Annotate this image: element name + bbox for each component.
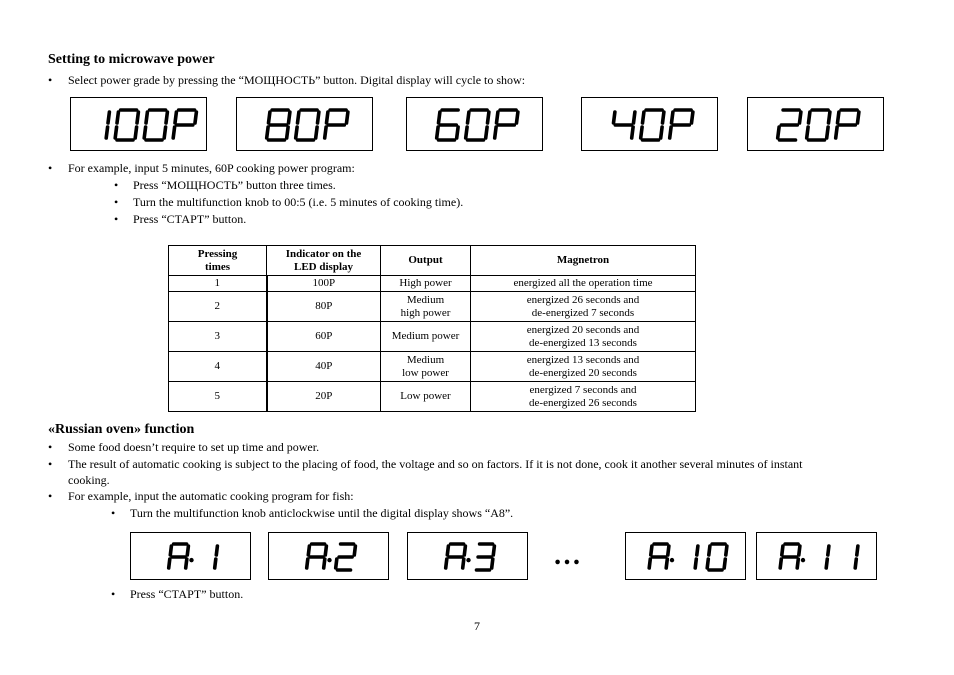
lcd-segment xyxy=(325,127,326,138)
lcd-display xyxy=(407,532,528,580)
bullet: • xyxy=(48,457,53,471)
lcd-segment xyxy=(726,546,727,555)
bullet: • xyxy=(111,506,116,520)
cell-magnetron: energized 26 seconds and de-energized 7 seconds xyxy=(471,292,696,322)
cell-magnetron: energized 7 seconds and de-energized 26 seconds xyxy=(471,382,696,412)
lcd-segment xyxy=(466,127,467,138)
lcd-segment xyxy=(175,112,176,123)
lcd-segment xyxy=(115,127,116,138)
lcd-segment xyxy=(463,559,464,568)
section-heading-russian-oven: «Russian oven» function xyxy=(48,422,195,437)
lcd-segment xyxy=(632,127,633,138)
bullet: • xyxy=(114,212,119,226)
cell-output: Medium low power xyxy=(381,352,471,382)
lcd-display xyxy=(236,97,373,151)
lcd-segment xyxy=(695,559,696,568)
cell-indicator: 20P xyxy=(267,382,381,412)
lcd-segment xyxy=(493,546,494,555)
header-indicator: Indicator on the LED display xyxy=(267,246,381,276)
lcd-segment xyxy=(318,112,319,123)
lcd-segment xyxy=(117,112,118,123)
lcd-segment xyxy=(289,112,290,123)
bullet: • xyxy=(48,489,53,503)
lcd-segment xyxy=(287,127,288,138)
lcd-digits xyxy=(237,98,374,152)
step-1: Press “МОЩНОСТЬ” button three times. xyxy=(133,178,336,192)
lcd-segment xyxy=(187,546,188,555)
lcd-segment xyxy=(488,112,489,123)
lcd-segment xyxy=(137,112,138,123)
table-row xyxy=(169,276,696,292)
lcd-dot xyxy=(670,558,674,562)
table-row xyxy=(169,322,696,352)
lcd-segment xyxy=(709,546,710,555)
fish-step: Turn the multifunction knob anticlockwise until the digital display shows “A8”. xyxy=(130,506,514,520)
lcd-segment xyxy=(446,559,447,568)
header-magnetron: Magnetron xyxy=(471,246,696,276)
table-row xyxy=(169,352,696,382)
step-2: Turn the multifunction knob to 00:5 (i.e. 5 minutes of cooking time). xyxy=(133,195,464,209)
cell-output: Low power xyxy=(381,382,471,412)
lcd-segment xyxy=(354,546,355,555)
cell-output: Medium power xyxy=(381,322,471,352)
lcd-segment xyxy=(800,112,801,123)
lcd-segment xyxy=(724,559,725,568)
cell-indicator: 60P xyxy=(267,322,381,352)
lcd-digits xyxy=(407,98,544,152)
lcd-segment xyxy=(269,112,270,123)
lcd-segment xyxy=(836,127,837,138)
russian-oven-text-3: For example, input the automatic cooking program for fish: xyxy=(68,489,354,503)
lcd-segment xyxy=(492,559,493,568)
lcd-segment xyxy=(670,127,671,138)
lcd-segment xyxy=(166,112,167,123)
lcd-segment xyxy=(307,559,308,568)
lcd-segment xyxy=(692,112,693,123)
lcd-segment xyxy=(170,546,171,555)
final-step: Press “СТАРТ” button. xyxy=(130,587,244,601)
page-number: 7 xyxy=(474,619,480,633)
lcd-digits xyxy=(626,533,747,581)
table-row xyxy=(169,292,696,322)
lcd-segment xyxy=(799,546,800,555)
lcd-display xyxy=(406,97,543,151)
russian-oven-text-1: Some food doesn’t require to set up time and power. xyxy=(68,440,320,454)
lcd-segment xyxy=(828,546,829,555)
lcd-dot xyxy=(466,558,470,562)
russian-oven-text-2-cont: cooking. xyxy=(68,473,110,487)
lcd-segment xyxy=(169,559,170,568)
cell-magnetron: energized all the operation time xyxy=(471,276,696,292)
table-header-row xyxy=(169,246,696,276)
lcd-digits xyxy=(408,533,529,581)
lcd-segment xyxy=(327,112,328,123)
lcd-segment xyxy=(826,559,827,568)
lcd-segment xyxy=(457,127,458,138)
lcd-segment xyxy=(437,127,438,138)
header-pressing-times: Pressing times xyxy=(169,246,267,276)
cell-magnetron: energized 20 seconds and de-energized 13 seconds xyxy=(471,322,696,352)
lcd-segment xyxy=(347,112,348,123)
lcd-segment xyxy=(663,112,664,123)
bullet: • xyxy=(48,161,53,175)
lcd-segment xyxy=(649,559,650,568)
lcd-segment xyxy=(325,546,326,555)
lcd-segment xyxy=(336,559,337,568)
lcd-segment xyxy=(464,546,465,555)
lcd-segment xyxy=(267,127,268,138)
lcd-segment xyxy=(780,559,781,568)
lcd-segment xyxy=(447,546,448,555)
lcd-segment xyxy=(173,127,174,138)
lcd-display xyxy=(70,97,207,151)
lcd-digits xyxy=(71,98,208,152)
lcd-segment xyxy=(495,127,496,138)
lcd-segment xyxy=(672,112,673,123)
lcd-segment xyxy=(634,112,635,123)
lcd-segment xyxy=(855,559,856,568)
cell-times: 3 xyxy=(169,322,267,352)
cell-indicator: 40P xyxy=(267,352,381,382)
lcd-segment xyxy=(164,127,165,138)
cell-magnetron: energized 13 seconds and de-energized 20 seconds xyxy=(471,352,696,382)
lcd-display xyxy=(756,532,877,580)
lcd-digits xyxy=(748,98,885,152)
bullet: • xyxy=(48,440,53,454)
lcd-segment xyxy=(296,127,297,138)
lcd-segment xyxy=(858,112,859,123)
lcd-display xyxy=(747,97,884,151)
cell-times: 4 xyxy=(169,352,267,382)
lcd-segment xyxy=(497,112,498,123)
lcd-digits xyxy=(757,533,878,581)
lcd-segment xyxy=(829,112,830,123)
example-title: For example, input 5 minutes, 60P cooking power program: xyxy=(68,161,355,175)
lcd-segment xyxy=(439,112,440,123)
cell-times: 5 xyxy=(169,382,267,412)
ellipsis: … xyxy=(553,540,585,571)
lcd-display xyxy=(130,532,251,580)
lcd-segment xyxy=(782,546,783,555)
lcd-segment xyxy=(216,546,217,555)
lcd-dot xyxy=(327,558,331,562)
lcd-segment xyxy=(651,546,652,555)
lcd-segment xyxy=(316,127,317,138)
cell-times: 1 xyxy=(169,276,267,292)
bullet: • xyxy=(114,178,119,192)
lcd-segment xyxy=(486,127,487,138)
bullet: • xyxy=(114,195,119,209)
lcd-segment xyxy=(468,112,469,123)
lcd-segment xyxy=(838,112,839,123)
lcd-segment xyxy=(106,127,107,138)
lcd-segment xyxy=(643,112,644,123)
section-heading-microwave-power: Setting to microwave power xyxy=(48,52,215,67)
lcd-display xyxy=(625,532,746,580)
russian-oven-text-2: The result of automatic cooking is subject to the placing of food, the voltage and so on factors. If it is not done, cook it another several minutes of instant xyxy=(68,457,803,471)
lcd-segment xyxy=(108,112,109,123)
lcd-segment xyxy=(517,112,518,123)
lcd-digits xyxy=(582,98,719,152)
lcd-segment xyxy=(807,127,808,138)
lcd-display xyxy=(268,532,389,580)
lcd-segment xyxy=(778,127,779,138)
lcd-segment xyxy=(857,546,858,555)
bullet: • xyxy=(48,73,53,87)
power-intro-text: Select power grade by pressing the “МОЩНОСТЬ” button. Digital display will cycle to show: xyxy=(68,73,526,87)
table-row xyxy=(169,382,696,412)
lcd-dot xyxy=(801,558,805,562)
lcd-segment xyxy=(146,112,147,123)
cell-indicator: 80P xyxy=(267,292,381,322)
cell-output: High power xyxy=(381,276,471,292)
lcd-segment xyxy=(144,127,145,138)
header-output: Output xyxy=(381,246,471,276)
lcd-segment xyxy=(641,127,642,138)
step-3: Press “СТАРТ” button. xyxy=(133,212,247,226)
power-table xyxy=(168,245,696,412)
lcd-segment xyxy=(308,546,309,555)
lcd-segment xyxy=(827,127,828,138)
lcd-segment xyxy=(215,559,216,568)
lcd-segment xyxy=(661,127,662,138)
lcd-segment xyxy=(324,559,325,568)
lcd-segment xyxy=(707,559,708,568)
cell-indicator: 100P xyxy=(267,276,381,292)
lcd-segment xyxy=(298,112,299,123)
lcd-segment xyxy=(614,112,615,123)
lcd-segment xyxy=(186,559,187,568)
bullet: • xyxy=(111,587,116,601)
lcd-dot xyxy=(189,558,193,562)
lcd-digits xyxy=(131,533,252,581)
cell-output: Medium high power xyxy=(381,292,471,322)
lcd-segment xyxy=(809,112,810,123)
lcd-digits xyxy=(269,533,390,581)
lcd-segment xyxy=(135,127,136,138)
lcd-segment xyxy=(697,546,698,555)
lcd-segment xyxy=(195,112,196,123)
cell-times: 2 xyxy=(169,292,267,322)
lcd-segment xyxy=(666,559,667,568)
lcd-segment xyxy=(797,559,798,568)
lcd-display xyxy=(581,97,718,151)
lcd-segment xyxy=(668,546,669,555)
